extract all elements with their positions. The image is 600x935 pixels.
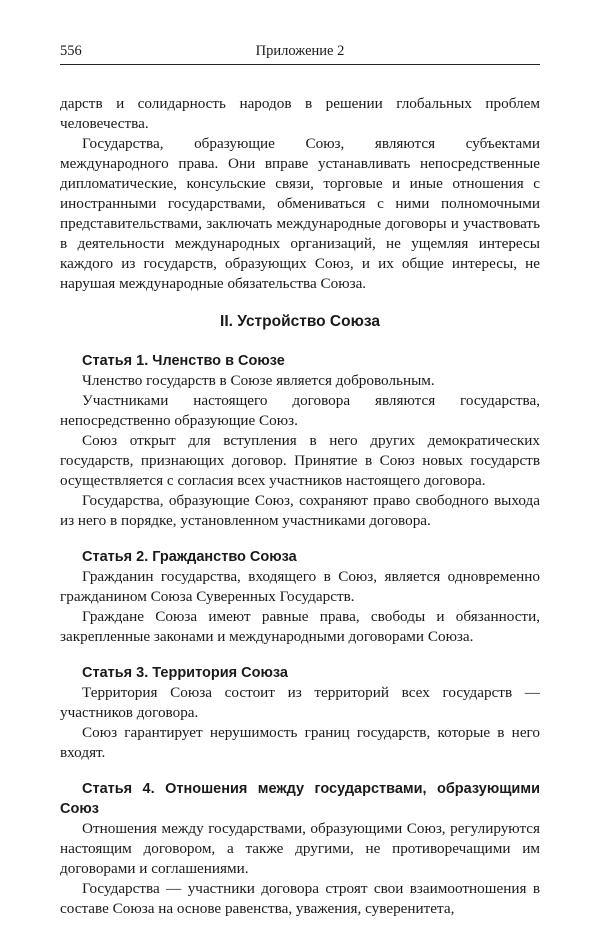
running-header (60, 40, 540, 65)
paragraph: Отношения между государствами, образующими Союз, регулируются настоящим договором, а также другими, не противоречащими им договорами и соглашениями. (60, 820, 540, 877)
article-title: Статья 3. Территория Союза (82, 665, 288, 681)
article-title: Статья 1. Членство в Союзе (82, 353, 285, 369)
paragraph: Союз гарантирует нерушимость границ государств, которые в него входят. (60, 724, 540, 761)
document-page (60, 40, 540, 935)
article-3 (60, 663, 540, 763)
paragraph: Граждане Союза имеют равные права, свободы и обязанности, закрепленные законами и международными договорами Союза. (60, 608, 540, 645)
paragraph: Союз открыт для вступления в него других демократических государств, признающих договор. Принятие в Союз новых государств осуществляется с согласия всех участников настоящего договора. (60, 432, 540, 489)
article-4 (60, 779, 540, 919)
article-2 (60, 547, 540, 647)
article-title: Статья 2. Гражданство Союза (82, 549, 297, 565)
page-number: 556 (60, 43, 82, 59)
paragraph: Гражданин государства, входящего в Союз, является одновременно гражданином Союза Суверенных Государств. (60, 568, 540, 605)
paragraph: Государства, образующие Союз, сохраняют право свободного выхода из него в порядке, установленном участниками договора. (60, 492, 540, 529)
paragraph: дарств и солидарность народов в решении глобальных проблем человечества. (60, 95, 540, 132)
article-title: Статья 4. Отношения между государствами, образующими Союз (60, 781, 540, 817)
article-1 (60, 351, 540, 531)
running-title: Приложение 2 (255, 43, 345, 59)
paragraph: Членство государств в Союзе является добровольным. (82, 372, 435, 389)
paragraph: Государства, образующие Союз, являются субъектами международного права. Они вправе устанавливать непосредственные дипломатические, консульские связи, торговые и иные отношения с иностранными государствами, обмениваться с ними полномочными представительствами, заключать международные договоры и участвовать в деятельности международных организаций, не ущемляя интересы каждого из государств, образующих Союз, и их общие интересы, не нарушая международные обязательства Союза. (60, 135, 540, 292)
paragraph: Участниками настоящего договора являются государства, непосредственно образующие Союз. (60, 392, 540, 429)
body-text (60, 94, 540, 919)
section-title: II. Устройство Союза (220, 313, 380, 330)
paragraph: Государства — участники договора строят свои взаимоотношения в составе Союза на основе равенства, уважения, суверенитета, (60, 880, 540, 917)
paragraph: Территория Союза состоит из территорий всех государств — участников договора. (60, 684, 540, 721)
